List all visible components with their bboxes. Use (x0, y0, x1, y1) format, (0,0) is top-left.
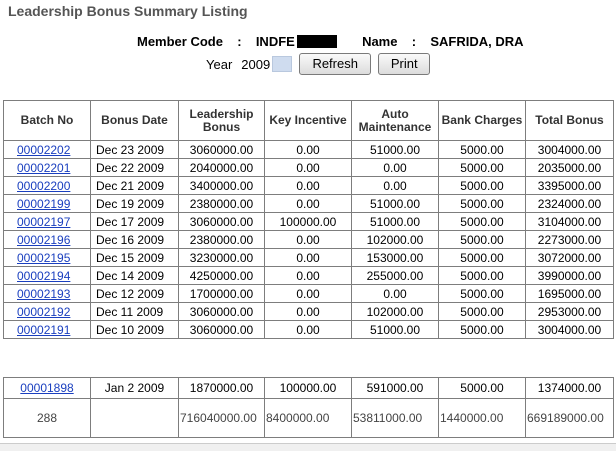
batch-link[interactable]: 00002196 (17, 232, 71, 247)
total-bonus-cell: 2324000.00 (526, 195, 614, 213)
bonus-date-cell: Dec 15 2009 (91, 249, 179, 267)
total-empty (91, 399, 179, 438)
key-incentive-cell: 100000.00 (265, 378, 352, 399)
leadership-bonus-cell: 3060000.00 (179, 321, 265, 339)
page-title: Leadership Bonus Summary Listing (8, 3, 248, 19)
key-incentive-cell: 0.00 (265, 195, 352, 213)
bank-charges-cell: 5000.00 (439, 177, 526, 195)
bonus-date-cell: Dec 16 2009 (91, 231, 179, 249)
batch-no-cell[interactable] (4, 267, 91, 285)
auto-maintenance-cell: 102000.00 (352, 231, 439, 249)
bank-charges-cell: 5000.00 (439, 141, 526, 159)
bonus-date-cell: Dec 19 2009 (91, 195, 179, 213)
table-row (4, 231, 614, 249)
total-bonus-cell: 3104000.00 (526, 213, 614, 231)
bonus-date-cell: Dec 17 2009 (91, 213, 179, 231)
key-incentive-cell: 0.00 (265, 303, 352, 321)
batch-link[interactable]: 00002192 (17, 304, 71, 319)
key-incentive-cell: 0.00 (265, 231, 352, 249)
total-bonus-cell: 3072000.00 (526, 249, 614, 267)
year-label: Year (206, 56, 233, 72)
total-bonus-cell: 3990000.00 (526, 267, 614, 285)
batch-no-cell[interactable] (4, 321, 91, 339)
member-code-separator: : (237, 34, 242, 49)
year-dropdown[interactable] (272, 56, 292, 72)
key-incentive-cell: 0.00 (265, 141, 352, 159)
batch-no-cell[interactable] (4, 213, 91, 231)
auto-maintenance-cell: 51000.00 (352, 213, 439, 231)
batch-no-cell[interactable] (4, 378, 91, 399)
key-incentive-cell: 0.00 (265, 285, 352, 303)
leadership-bonus-cell: 2380000.00 (179, 231, 265, 249)
redaction-block (297, 35, 337, 48)
batch-link[interactable]: 00002197 (17, 214, 71, 229)
total-bonus-cell: 1695000.00 (526, 285, 614, 303)
auto-maintenance-cell: 102000.00 (352, 303, 439, 321)
bank-charges-cell: 5000.00 (439, 249, 526, 267)
bonus-table-tail (3, 377, 614, 438)
batch-link[interactable]: 00002201 (17, 160, 71, 175)
year-value: 2009 (241, 56, 271, 72)
bonus-date-cell: Dec 21 2009 (91, 177, 179, 195)
leadership-bonus-cell: 3060000.00 (179, 213, 265, 231)
batch-no-cell[interactable] (4, 141, 91, 159)
key-incentive-cell: 0.00 (265, 177, 352, 195)
bank-charges-cell: 5000.00 (439, 213, 526, 231)
leadership-bonus-cell: 3060000.00 (179, 303, 265, 321)
batch-link[interactable]: 00002195 (17, 250, 71, 265)
header-leadership-bonus: Leadership Bonus (179, 101, 265, 141)
bank-charges-cell: 5000.00 (439, 267, 526, 285)
leadership-bonus-cell: 2040000.00 (179, 159, 265, 177)
table-row (4, 249, 614, 267)
table-row (4, 141, 614, 159)
total-bank-charges: 1440000.00 (439, 399, 526, 438)
leadership-bonus-cell: 4250000.00 (179, 267, 265, 285)
batch-no-cell[interactable] (4, 159, 91, 177)
table-row (4, 285, 614, 303)
table-row (4, 321, 614, 339)
table-row (4, 267, 614, 285)
total-bonus-cell: 2273000.00 (526, 231, 614, 249)
member-name-value: SAFRIDA, DRA (430, 34, 524, 49)
total-key-incentive: 8400000.00 (265, 399, 352, 438)
batch-no-cell[interactable] (4, 303, 91, 321)
batch-link[interactable]: 00002191 (17, 322, 71, 337)
refresh-button[interactable]: Refresh (299, 53, 371, 75)
header-key-incentive: Key Incentive (265, 101, 352, 141)
leadership-bonus-cell: 1870000.00 (179, 378, 265, 399)
auto-maintenance-cell: 153000.00 (352, 249, 439, 267)
total-leadership-bonus: 716040000.00 (179, 399, 265, 438)
header-auto-maintenance: Auto Maintenance (352, 101, 439, 141)
table-row (4, 303, 614, 321)
batch-link[interactable]: 00002200 (17, 178, 71, 193)
totals-row (4, 399, 614, 438)
total-bonus-cell: 2953000.00 (526, 303, 614, 321)
key-incentive-cell: 100000.00 (265, 213, 352, 231)
member-code-label: Member Code (137, 34, 223, 49)
auto-maintenance-cell: 0.00 (352, 159, 439, 177)
total-bonus-cell: 1374000.00 (526, 378, 614, 399)
bonus-date-cell: Dec 11 2009 (91, 303, 179, 321)
batch-no-cell[interactable] (4, 195, 91, 213)
auto-maintenance-cell: 591000.00 (352, 378, 439, 399)
bank-charges-cell: 5000.00 (439, 231, 526, 249)
member-code-value: INDFE (255, 34, 295, 49)
header-bonus-date: Bonus Date (91, 101, 179, 141)
bank-charges-cell: 5000.00 (439, 321, 526, 339)
batch-no-cell[interactable] (4, 231, 91, 249)
batch-link[interactable]: 00002194 (17, 268, 71, 283)
batch-no-cell[interactable] (4, 177, 91, 195)
bonus-date-cell: Dec 10 2009 (91, 321, 179, 339)
batch-no-cell[interactable] (4, 249, 91, 267)
bonus-date-cell: Dec 14 2009 (91, 267, 179, 285)
print-button[interactable]: Print (378, 53, 430, 75)
total-auto-maintenance: 53811000.00 (352, 399, 439, 438)
bonus-date-cell: Dec 23 2009 (91, 141, 179, 159)
key-incentive-cell: 0.00 (265, 159, 352, 177)
auto-maintenance-cell: 0.00 (352, 285, 439, 303)
bank-charges-cell: 5000.00 (439, 303, 526, 321)
header-batch-no: Batch No (4, 101, 91, 141)
total-bonus-cell: 3004000.00 (526, 141, 614, 159)
auto-maintenance-cell: 255000.00 (352, 267, 439, 285)
member-name-label: Name (362, 34, 398, 49)
bank-charges-cell: 5000.00 (439, 378, 526, 399)
header-bank-charges: Bank Charges (439, 101, 526, 141)
header-total-bonus: Total Bonus (526, 101, 614, 141)
bonus-date-cell: Dec 12 2009 (91, 285, 179, 303)
auto-maintenance-cell: 51000.00 (352, 321, 439, 339)
leadership-bonus-cell: 3230000.00 (179, 249, 265, 267)
auto-maintenance-cell: 51000.00 (352, 141, 439, 159)
batch-link[interactable]: 00002202 (17, 142, 71, 157)
leadership-bonus-cell: 3060000.00 (179, 141, 265, 159)
key-incentive-cell: 0.00 (265, 321, 352, 339)
auto-maintenance-cell: 0.00 (352, 177, 439, 195)
bank-charges-cell: 5000.00 (439, 159, 526, 177)
leadership-bonus-cell: 1700000.00 (179, 285, 265, 303)
total-bonus-cell: 3395000.00 (526, 177, 614, 195)
table-row (4, 213, 614, 231)
batch-link[interactable]: 00002199 (17, 196, 71, 211)
key-incentive-cell: 0.00 (265, 249, 352, 267)
leadership-bonus-cell: 3400000.00 (179, 177, 265, 195)
total-count: 288 (4, 399, 91, 438)
total-bonus-cell: 3004000.00 (526, 321, 614, 339)
table-header-row (4, 101, 614, 141)
leadership-bonus-cell: 2380000.00 (179, 195, 265, 213)
table-row (4, 195, 614, 213)
batch-link[interactable]: 00001898 (20, 381, 74, 395)
batch-link[interactable]: 00002193 (17, 286, 71, 301)
table-row (4, 378, 614, 399)
total-bonus-sum: 669189000.00 (526, 399, 614, 438)
year-filter (206, 52, 430, 76)
bonus-table (3, 100, 614, 339)
member-info (137, 34, 524, 49)
table-row (4, 159, 614, 177)
table-row (4, 177, 614, 195)
bonus-date-cell: Jan 2 2009 (91, 378, 179, 399)
bank-charges-cell: 5000.00 (439, 195, 526, 213)
bank-charges-cell: 5000.00 (439, 285, 526, 303)
total-bonus-cell: 2035000.00 (526, 159, 614, 177)
key-incentive-cell: 0.00 (265, 267, 352, 285)
batch-no-cell[interactable] (4, 285, 91, 303)
auto-maintenance-cell: 51000.00 (352, 195, 439, 213)
bonus-date-cell: Dec 22 2009 (91, 159, 179, 177)
member-name-separator: : (411, 34, 417, 49)
